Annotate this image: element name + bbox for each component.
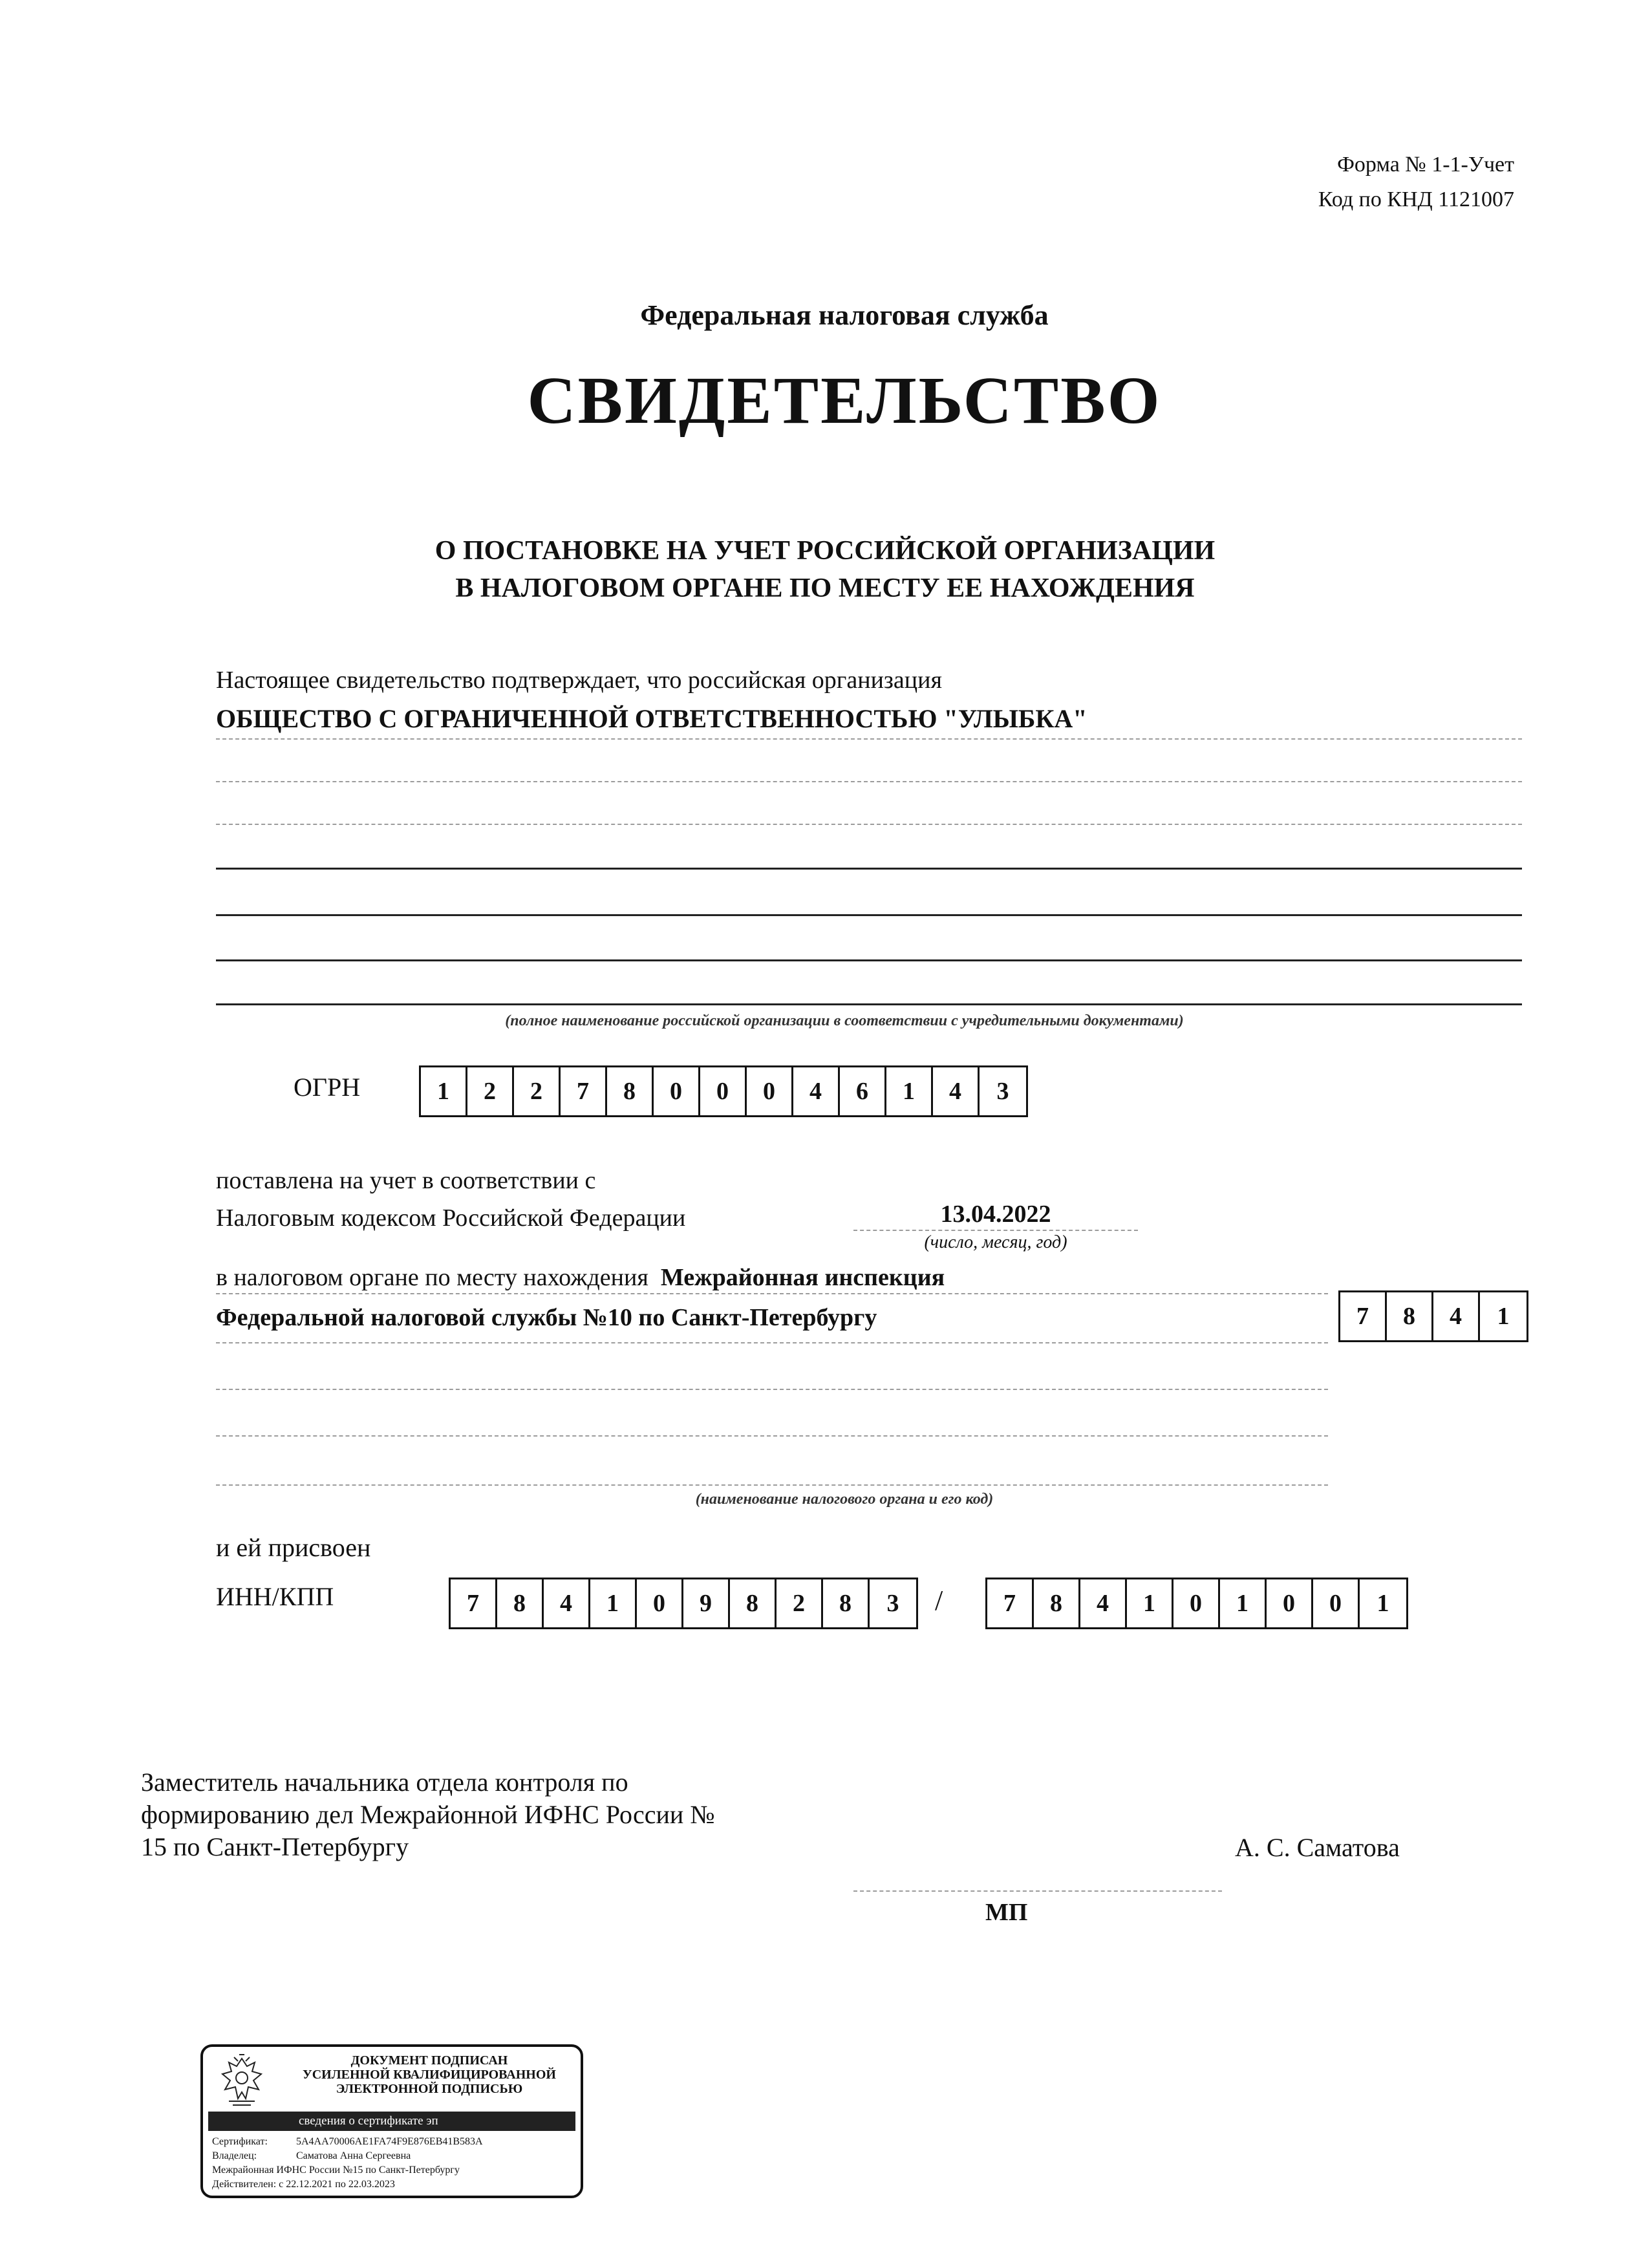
subtitle-line-1: О ПОСТАНОВКЕ НА УЧЕТ РОССИЙСКОЙ ОРГАНИЗАЦИИ <box>434 536 1216 566</box>
registration-date: 13.04.2022 <box>940 1201 1051 1228</box>
signatory-position <box>141 1766 715 1863</box>
inn-digit: 0 <box>637 1579 683 1627</box>
tax-office-line-1 <box>216 1263 945 1292</box>
inn-kpp-separator: / <box>935 1585 943 1616</box>
tax-office-code-digit: 4 <box>1433 1292 1480 1340</box>
dotted-line <box>216 1435 1328 1437</box>
form-number: Форма № 1-1-Учет <box>1337 153 1514 177</box>
ogrn-digit: 1 <box>886 1067 933 1115</box>
stamp-title <box>281 2053 578 2096</box>
ogrn-digit: 3 <box>996 1078 1009 1105</box>
signatory-name: А. С. Саматова <box>1235 1833 1400 1862</box>
kpp-digit: 0 <box>1313 1579 1360 1627</box>
inn-digit: 4 <box>544 1579 590 1627</box>
inn-digit: 8 <box>823 1579 870 1627</box>
tax-office-code-digit: 1 <box>1497 1303 1510 1330</box>
ogrn-digit: 2 <box>467 1067 514 1115</box>
kpp-digit: 8 <box>1034 1579 1080 1627</box>
stamp-owner-row <box>212 2150 411 2162</box>
tax-office-name-2: Федеральной налоговой службы №10 по Санкт-Петербургу <box>216 1304 877 1331</box>
inn-digit: 8 <box>497 1579 544 1627</box>
date-line <box>853 1230 1138 1231</box>
tax-office-code-digit: 7 <box>1340 1292 1387 1340</box>
subtitle-line-2: В НАЛОГОВОМ ОРГАНЕ ПО МЕСТУ ЕЕ НАХОЖДЕНИЯ <box>455 573 1195 603</box>
dotted-line <box>216 824 1522 825</box>
stamp-certificate-value: 5A4AA70006AE1FA74F9E876EB41B583A <box>296 2136 483 2147</box>
ogrn-label: ОГРН <box>294 1073 361 1102</box>
ogrn-digit: 0 <box>654 1067 700 1115</box>
inn-cells <box>449 1578 918 1629</box>
kpp-digit: 0 <box>1173 1579 1220 1627</box>
ogrn-digit: 8 <box>607 1067 654 1115</box>
stamp-owner-label: Владелец: <box>212 2150 257 2161</box>
stamp-certificate-row <box>212 2136 483 2148</box>
kpp-digit: 1 <box>1220 1579 1267 1627</box>
ogrn-digit: 2 <box>514 1067 561 1115</box>
stamp-title-line-3: ЭЛЕКТРОННОЙ ПОДПИСЬЮ <box>336 2082 523 2096</box>
date-caption: (число, месяц, год) <box>924 1232 1067 1252</box>
inn-digit: 1 <box>590 1579 637 1627</box>
ogrn-cells <box>419 1065 1028 1117</box>
tax-office-code-cells <box>1338 1290 1528 1342</box>
stamp-title-line-2: УСИЛЕННОЙ КВАЛИФИЦИРОВАННОЙ <box>303 2068 556 2082</box>
ogrn-digit: 4 <box>793 1067 840 1115</box>
tax-office-name-1: Межрайонная инспекция <box>660 1264 945 1291</box>
knd-code: Код по КНД 1121007 <box>1318 187 1514 211</box>
inn-digit: 9 <box>683 1579 730 1627</box>
stamp-owner-value: Саматова Анна Сергеевна <box>296 2150 411 2161</box>
document-title: СВИДЕТЕЛЬСТВО <box>527 363 1162 438</box>
organization-caption: (полное наименование российской организации в соответствии с учредительными документами) <box>505 1012 1184 1029</box>
inn-digit: 2 <box>777 1579 823 1627</box>
ogrn-digit: 6 <box>840 1067 886 1115</box>
dotted-line <box>216 1484 1328 1486</box>
kpp-cells <box>985 1578 1408 1629</box>
signatory-position-line-1: Заместитель начальника отдела контроля по <box>141 1768 628 1797</box>
dotted-line <box>216 781 1522 782</box>
registration-line-2: Налоговым кодексом Российской Федерации <box>216 1204 686 1232</box>
dotted-line <box>216 738 1522 740</box>
signatory-position-line-2: формированию дел Межрайонной ИФНС России № <box>141 1800 715 1829</box>
stamp-organization: Межрайонная ИФНС России №15 по Санкт-Петербургу <box>212 2165 460 2176</box>
tax-office-caption: (наименование налогового органа и его код) <box>695 1491 994 1508</box>
kpp-digit: 1 <box>1127 1579 1173 1627</box>
kpp-digit: 7 <box>987 1579 1034 1627</box>
intro-text: Настоящее свидетельство подтверждает, что российская организация <box>216 667 942 694</box>
signatory-position-line-3: 15 по Санкт-Петербургу <box>141 1832 409 1861</box>
tax-office-prefix: в налоговом органе по месту нахождения <box>216 1264 648 1291</box>
inn-digit: 8 <box>730 1579 777 1627</box>
kpp-digit: 1 <box>1377 1590 1389 1617</box>
e-signature-stamp <box>200 2044 583 2198</box>
underline <box>216 868 1522 870</box>
stamp-certificate-label: Сертификат: <box>212 2136 268 2147</box>
stamp-certificate-bar: сведения о сертификате эп <box>208 2112 575 2131</box>
registration-line-1: поставлена на учет в соответствии с <box>216 1167 596 1194</box>
ogrn-digit: 4 <box>933 1067 980 1115</box>
stamp-validity: Действителен: с 22.12.2021 по 22.03.2023 <box>212 2179 395 2190</box>
seal-mark: МП <box>985 1899 1028 1926</box>
agency-name: Федеральная налоговая служба <box>640 299 1049 331</box>
dotted-line <box>216 1389 1328 1390</box>
ogrn-digit: 0 <box>747 1067 793 1115</box>
underline <box>216 1003 1522 1005</box>
inn-digit: 3 <box>886 1590 899 1617</box>
organization-name: ОБЩЕСТВО С ОГРАНИЧЕННОЙ ОТВЕТСТВЕННОСТЬЮ "УЛЫБКА" <box>216 704 1088 733</box>
ogrn-digit: 0 <box>700 1067 747 1115</box>
inn-digit: 7 <box>451 1579 497 1627</box>
coat-of-arms-icon <box>209 2052 274 2110</box>
ogrn-digit: 1 <box>421 1067 467 1115</box>
signature-line <box>853 1890 1222 1892</box>
dotted-line <box>216 1342 1328 1343</box>
stamp-title-line-1: ДОКУМЕНТ ПОДПИСАН <box>350 2053 508 2068</box>
dotted-line <box>216 1293 1328 1294</box>
kpp-digit: 0 <box>1267 1579 1313 1627</box>
underline <box>216 914 1522 916</box>
ogrn-digit: 7 <box>561 1067 607 1115</box>
assigned-label: и ей присвоен <box>216 1533 371 1562</box>
inn-kpp-label: ИНН/КПП <box>216 1582 334 1611</box>
underline <box>216 959 1522 961</box>
tax-office-code-digit: 8 <box>1387 1292 1433 1340</box>
kpp-digit: 4 <box>1080 1579 1127 1627</box>
